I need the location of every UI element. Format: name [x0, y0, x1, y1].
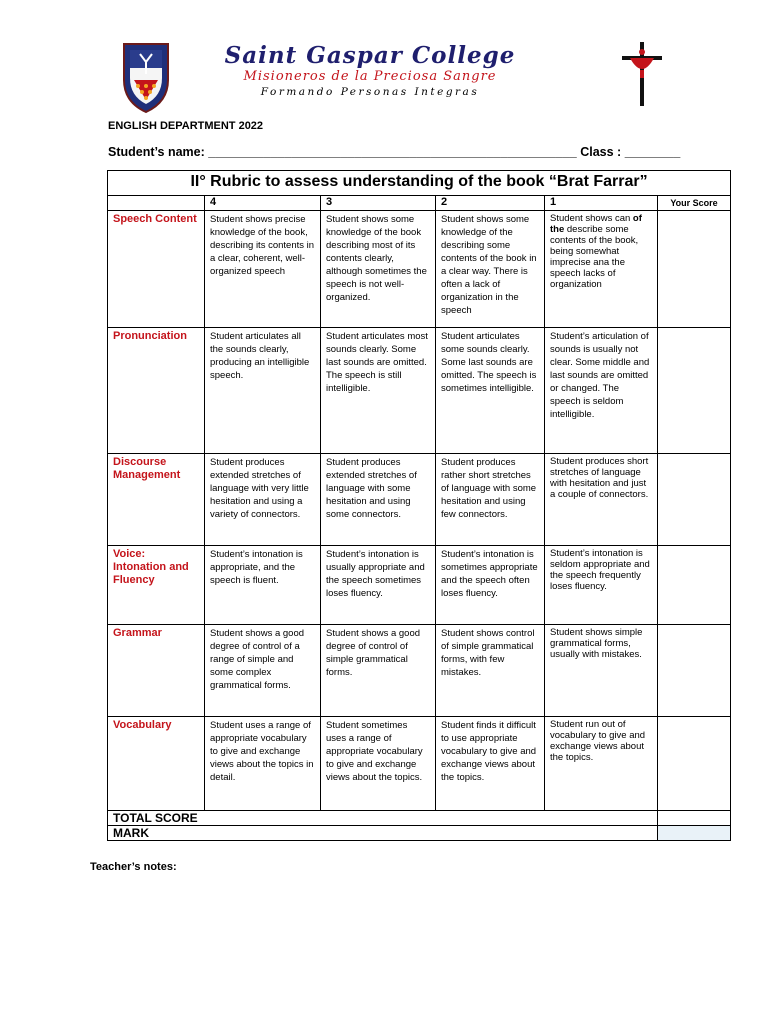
score-cell[interactable] — [658, 211, 731, 328]
descriptor-level-1: Student shows simple grammatical forms, usually with mistakes. — [545, 625, 658, 717]
total-score-row — [108, 811, 731, 826]
rubric-title: II° Rubric to assess understanding of the book “Brat Farrar” — [108, 171, 731, 196]
level-header-1: 1 — [545, 196, 658, 211]
descriptor-level-4: Student produces extended stretches of language with very little hesitation and using a variety of connectors. — [205, 454, 321, 546]
cross-logo — [618, 40, 666, 108]
student-name-label: Student’s name: — [108, 145, 205, 159]
descriptor-level-4: Student shows precise knowledge of the book, describing its contents in a clear, coherent, well-organized speech — [205, 211, 321, 328]
descriptor-level-1: Student run out of vocabulary to give and exchange views about the topics. — [545, 717, 658, 811]
descriptor-level-4: Student’s intonation is appropriate, and the speech is fluent. — [205, 546, 321, 625]
descriptor-level-3: Student sometimes uses a range of appropriate vocabulary to give and exchange views about the topics. — [321, 717, 436, 811]
mark-cell[interactable] — [658, 826, 731, 841]
teachers-notes-label: Teacher’s notes: — [90, 861, 177, 873]
criterion-label: Discourse Management — [108, 454, 205, 546]
descriptor-level-1: Student’s articulation of sounds is usually not clear. Some middle and last sounds are omitted or changed. The speech is seldom intelligible. — [545, 328, 658, 454]
descriptor-level-2: Student shows control of simple grammatical forms, with few mistakes. — [436, 625, 545, 717]
descriptor-bold-text: of the — [550, 213, 642, 235]
descriptor-level-1 — [545, 211, 658, 328]
mark-label: MARK — [108, 826, 658, 841]
descriptor-text: Student shows can — [550, 213, 631, 224]
score-cell[interactable] — [658, 625, 731, 717]
rubric-row-discourse-management — [108, 454, 731, 546]
rubric-row-voice-intonation-fluency — [108, 546, 731, 625]
rubric-row-grammar — [108, 625, 731, 717]
student-name-blank[interactable]: _____________________________________________________ — [208, 145, 577, 159]
descriptor-text: describe some contents of the book, being somewhat imprecise ana the speech lacks of organization — [550, 224, 639, 290]
descriptor-level-3: Student’s intonation is usually appropriate and the speech sometimes loses fluency. — [321, 546, 436, 625]
class-label: Class : — [580, 145, 622, 159]
college-motto: Formando Personas Integras — [260, 86, 480, 98]
score-cell[interactable] — [658, 454, 731, 546]
score-cell[interactable] — [658, 328, 731, 454]
college-name: Saint Gaspar College — [224, 42, 516, 69]
score-cell[interactable] — [658, 546, 731, 625]
descriptor-level-3: Student produces extended stretches of language with some hesitation and using some connectors. — [321, 454, 436, 546]
your-score-header: Your Score — [658, 196, 731, 211]
descriptor-level-2: Student finds it difficult to use appropriate vocabulary to give and exchange views about the topics. — [436, 717, 545, 811]
descriptor-level-2: Student articulates some sounds clearly. Some last sounds are omitted. The speech is sometimes intelligible. — [436, 328, 545, 454]
criterion-label: Speech Content — [108, 211, 205, 328]
criterion-label: Voice: Intonation and Fluency — [108, 546, 205, 625]
rubric-row-vocabulary — [108, 717, 731, 811]
rubric-header-row — [108, 196, 731, 211]
department-title: ENGLISH DEPARTMENT 2022 — [108, 120, 264, 132]
student-info-line — [108, 145, 680, 159]
total-score-cell[interactable] — [658, 811, 731, 826]
level-header-3: 3 — [321, 196, 436, 211]
descriptor-level-3: Student articulates most sounds clearly. Some last sounds are omitted. The speech is still intelligible. — [321, 328, 436, 454]
college-subtitle: Misioneros de la Preciosa Sangre — [243, 69, 497, 84]
level-header-4: 4 — [205, 196, 321, 211]
class-blank[interactable]: ________ — [624, 145, 681, 159]
criterion-label: Pronunciation — [108, 328, 205, 454]
rubric-table — [107, 170, 731, 841]
descriptor-level-2: Student shows some knowledge of the describing some contents of the book in a clear way. There is often a lack of organization in the speech — [436, 211, 545, 328]
descriptor-level-1: Student produces short stretches of language with hesitation and just a couple of connectors. — [545, 454, 658, 546]
score-cell[interactable] — [658, 717, 731, 811]
criterion-label: Vocabulary — [108, 717, 205, 811]
descriptor-level-4: Student articulates all the sounds clearly, producing an intelligible speech. — [205, 328, 321, 454]
total-score-label: TOTAL SCORE — [108, 811, 658, 826]
rubric-row-speech-content — [108, 211, 731, 328]
descriptor-level-3: Student shows a good degree of control of simple grammatical forms. — [321, 625, 436, 717]
descriptor-level-3: Student shows some knowledge of the book describing most of its contents clearly, although sometimes the speech is not well-organized. — [321, 211, 436, 328]
descriptor-level-2: Student produces rather short stretches of language with some hesitation and using few connectors. — [436, 454, 545, 546]
mark-row — [108, 826, 731, 841]
descriptor-level-2: Student’s intonation is sometimes appropriate and the speech often loses fluency. — [436, 546, 545, 625]
descriptor-level-4: Student uses a range of appropriate vocabulary to give and exchange views about the topics in detail. — [205, 717, 321, 811]
criterion-header — [108, 196, 205, 211]
descriptor-level-1: Student’s intonation is seldom appropriate and the speech frequently loses fluency. — [545, 546, 658, 625]
descriptor-level-4: Student shows a good degree of control of a range of simple and some complex grammatical forms. — [205, 625, 321, 717]
rubric-row-pronunciation — [108, 328, 731, 454]
level-header-2: 2 — [436, 196, 545, 211]
criterion-label: Grammar — [108, 625, 205, 717]
school-crest-logo — [120, 40, 172, 116]
